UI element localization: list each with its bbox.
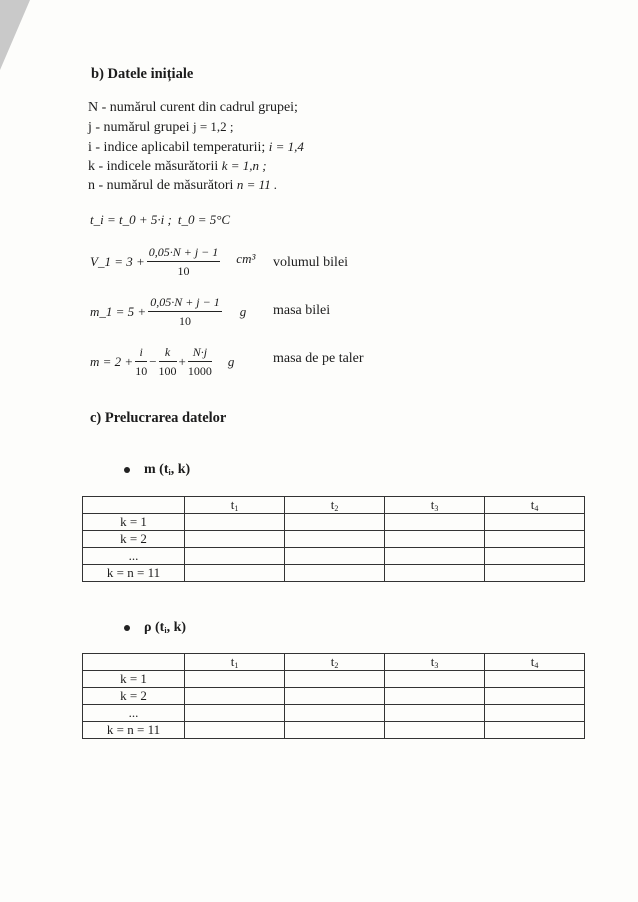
fraction-denominator: 10 — [177, 264, 190, 278]
operator: + — [178, 354, 186, 369]
formula-unit: g — [227, 354, 235, 369]
column-header: t1 — [185, 654, 285, 671]
table-cell — [285, 548, 385, 565]
row-label: k = 2 — [83, 531, 185, 548]
row-label: ... — [83, 705, 185, 722]
table-cell — [185, 722, 285, 739]
formula-unit: cm³ — [236, 251, 256, 266]
table-cell — [385, 548, 485, 565]
ball-mass-formula — [90, 295, 246, 329]
table-cell — [185, 705, 285, 722]
table-cell — [285, 531, 385, 548]
table-cell — [285, 705, 385, 722]
table-cell — [385, 514, 485, 531]
table-cell — [485, 705, 585, 722]
column-header: t4 — [485, 654, 585, 671]
formula-lhs: m = 2 + — [90, 354, 134, 369]
symbol: n — [88, 178, 95, 193]
table-cell — [185, 671, 285, 688]
row-label: k = n = 11 — [83, 565, 185, 582]
table-cell — [185, 565, 285, 582]
symbol: j — [88, 120, 92, 135]
column-header: t3 — [385, 654, 485, 671]
bullet-icon — [124, 625, 130, 631]
formula-lhs: V_1 = 3 + — [90, 254, 145, 269]
symbol: i — [88, 140, 92, 155]
definition-text: - indicele măsurătorii — [95, 159, 222, 174]
definition-text: - numărul grupei — [91, 120, 193, 135]
fraction-denominator: 10 — [135, 364, 148, 378]
table-row — [83, 514, 585, 531]
definition-i — [88, 139, 304, 156]
symbol: N — [88, 100, 99, 115]
fraction-denominator: 10 — [178, 314, 191, 328]
definition-math: j = 1,2 ; — [192, 119, 234, 134]
table-cell — [185, 514, 285, 531]
definition-n — [88, 100, 298, 116]
definition-text: - numărul curent din cadrul grupei; — [98, 100, 298, 115]
table-cell — [285, 514, 385, 531]
temperature-formula-rhs: t_0 = 5°C — [177, 212, 231, 227]
ball-mass-description: masa bilei — [273, 303, 331, 318]
definition-text: - numărul de măsurători — [95, 178, 237, 193]
column-header: t2 — [285, 497, 385, 514]
table-cell — [385, 705, 485, 722]
definition-math: i = 1,4 — [268, 139, 304, 154]
row-label: k = 1 — [83, 514, 185, 531]
bullet-icon — [124, 467, 130, 473]
table-1-label: m (ti, k) — [144, 462, 191, 477]
table-mass — [82, 496, 585, 582]
volume-formula — [90, 245, 255, 279]
section-b-heading: b) Datele inițiale — [91, 66, 194, 82]
row-label: k = 1 — [83, 671, 185, 688]
row-label: k = 2 — [83, 688, 185, 705]
temperature-formula-lhs: t_i = t_0 + 5·i ; — [90, 212, 172, 227]
fraction — [159, 345, 177, 379]
definition-math: k = 1,n ; — [221, 158, 267, 173]
definition-n-count — [88, 177, 277, 194]
table-2-title — [124, 620, 186, 636]
table-header-row — [83, 654, 585, 671]
table-density — [82, 653, 585, 739]
column-header: t4 — [485, 497, 585, 514]
fraction-numerator: 0,05·N + j − 1 — [148, 295, 222, 312]
table-row — [83, 565, 585, 582]
table-corner-cell — [83, 497, 185, 514]
table-cell — [285, 565, 385, 582]
column-header: t1 — [185, 497, 285, 514]
table-cell — [485, 565, 585, 582]
table-cell — [485, 688, 585, 705]
table-cell — [385, 565, 485, 582]
scan-corner-shadow — [0, 0, 30, 70]
temperature-formula — [90, 212, 230, 228]
fraction — [147, 245, 221, 279]
row-label: ... — [83, 548, 185, 565]
table-cell — [185, 531, 285, 548]
pan-mass-formula — [90, 345, 234, 379]
table-row — [83, 688, 585, 705]
table-cell — [285, 722, 385, 739]
fraction-denominator: 100 — [158, 364, 177, 378]
definition-math: n = 11 . — [236, 177, 278, 192]
table-cell — [385, 671, 485, 688]
formula-unit: g — [239, 304, 247, 319]
definition-k — [88, 158, 267, 175]
table-cell — [485, 548, 585, 565]
fraction — [188, 345, 212, 379]
table-cell — [385, 531, 485, 548]
table-cell — [185, 548, 285, 565]
formula-lhs: m_1 = 5 + — [90, 304, 147, 319]
pan-mass-description: masa de pe taler — [273, 351, 364, 366]
symbol: k — [88, 159, 95, 174]
definition-j — [88, 119, 234, 136]
table-cell — [485, 514, 585, 531]
table-row — [83, 722, 585, 739]
fraction-numerator: 0,05·N + j − 1 — [147, 245, 221, 262]
definition-text: - indice aplicabil temperaturii; — [91, 140, 269, 155]
table-cell — [185, 688, 285, 705]
table-cell — [285, 671, 385, 688]
table-row — [83, 671, 585, 688]
table-corner-cell — [83, 654, 185, 671]
volume-description: volumul bilei — [273, 255, 349, 270]
fraction-numerator: k — [159, 345, 177, 362]
fraction — [148, 295, 222, 329]
table-row — [83, 548, 585, 565]
fraction-numerator: i — [135, 345, 147, 362]
table-row — [83, 705, 585, 722]
table-1-title — [124, 462, 190, 478]
table-cell — [285, 688, 385, 705]
section-c-heading: c) Prelucrarea datelor — [90, 410, 227, 426]
column-header: t3 — [385, 497, 485, 514]
fraction-denominator: 1000 — [187, 364, 212, 378]
table-cell — [485, 671, 585, 688]
table-cell — [485, 531, 585, 548]
table-header-row — [83, 497, 585, 514]
table-cell — [485, 722, 585, 739]
row-label: k = n = 11 — [83, 722, 185, 739]
fraction-numerator: N·j — [188, 345, 212, 362]
table-cell — [385, 688, 485, 705]
table-cell — [385, 722, 485, 739]
fraction — [135, 345, 147, 379]
operator: − — [149, 354, 157, 369]
table-row — [83, 531, 585, 548]
table-2-label: ρ (ti, k) — [144, 620, 187, 635]
column-header: t2 — [285, 654, 385, 671]
